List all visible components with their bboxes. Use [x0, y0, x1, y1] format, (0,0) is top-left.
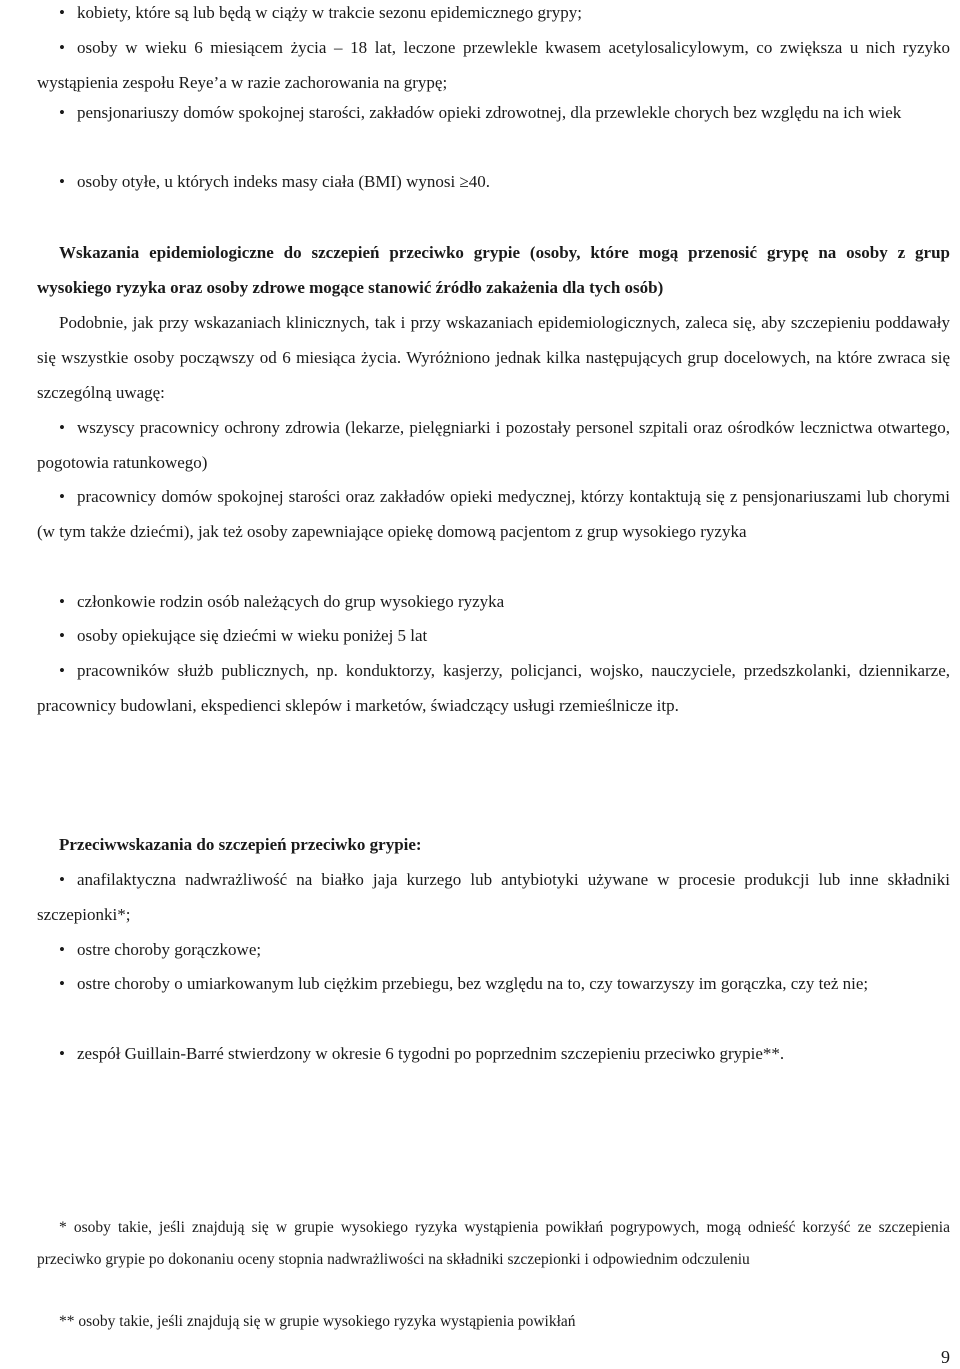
footnote: * osoby takie, jeśli znajdują się w grupie wysokiego ryzyka wystąpienia powikłań pogrypowych, mogą odnieść korzyść ze szczepienia przeciwko grypie po dokonaniu oceny stopnia nadwrażliwości na składniki szczepionki i odpowiednim odczuleniu	[37, 1219, 950, 1268]
list-item: • osoby w wieku 6 miesiącem życia – 18 lat, leczone przewlekle kwasem acetylosalicylowym, co zwiększa u nich ryzyko wystąpienia zespołu Reye’a w razie zachorowania na grypę;	[37, 31, 950, 101]
bullet-icon: •	[59, 3, 65, 22]
bullet-icon: •	[59, 592, 65, 611]
bullet-icon: •	[59, 103, 65, 122]
list-item: • ostre choroby o umiarkowanym lub ciężkim przebiegu, bez względu na to, czy towarzyszy im gorączka, czy też nie;	[37, 967, 950, 1002]
list-item: • wszyscy pracownicy ochrony zdrowia (lekarze, pielęgniarki i pozostały personel szpitali oraz ośrodków lecznictwa otwartego, pogotowia ratunkowego)	[37, 411, 950, 481]
list-item: • osoby opiekujące się dziećmi w wieku poniżej 5 lat	[37, 619, 950, 654]
list-item: • osoby otyłe, u których indeks masy ciała (BMI) wynosi ≥40.	[37, 165, 950, 200]
bullet-icon: •	[59, 38, 65, 57]
paragraph: Podobnie, jak przy wskazaniach klinicznych, tak i przy wskazaniach epidemiologicznych, zaleca się, aby szczepieniu poddawały się wszystkie osoby począwszy od 6 miesiąca życia. Wyróżniono jednak kilka następujących grup docelowych, na które zwraca się szczególną uwagę:	[37, 313, 950, 402]
bullet-icon: •	[59, 418, 65, 437]
list-item: • pensjonariuszy domów spokojnej starości, zakładów opieki zdrowotnej, dla przewlekle chorych bez względu na ich wiek	[37, 96, 950, 131]
list-item: • ostre choroby gorączkowe;	[37, 933, 950, 968]
bullet-icon: •	[59, 172, 65, 191]
bullet-icon: •	[59, 974, 65, 993]
bullet-icon: •	[59, 626, 65, 645]
bullet-icon: •	[59, 870, 65, 889]
bullet-icon: •	[59, 487, 65, 506]
bullet-icon: •	[59, 661, 65, 680]
page-number: 9	[941, 1347, 950, 1367]
bullet-icon: •	[59, 1044, 65, 1063]
footnote: ** osoby takie, jeśli znajdują się w grupie wysokiego ryzyka wystąpienia powikłań	[59, 1313, 576, 1330]
bullet-icon: •	[59, 940, 65, 959]
list-item: • pracownicy domów spokojnej starości oraz zakładów opieki medycznej, którzy kontaktują się z pensjonariuszami lub chorymi (w tym także dziećmi), jak też osoby zapewniające opiekę domową pacjentom z grup wysokiego ryzyka	[37, 480, 950, 550]
section-heading: Przeciwwskazania do szczepień przeciwko grypie:	[59, 835, 422, 854]
list-item: • anafilaktyczna nadwrażliwość na białko jaja kurzego lub antybiotyki używane w procesie produkcji lub inne składniki szczepionki*;	[37, 863, 950, 933]
list-item: • zespół Guillain-Barré stwierdzony w okresie 6 tygodni po poprzednim szczepieniu przeciwko grypie**.	[37, 1037, 950, 1072]
list-item: • kobiety, które są lub będą w ciąży w trakcie sezonu epidemicznego grypy;	[37, 0, 950, 31]
list-item: • pracowników służb publicznych, np. konduktorzy, kasjerzy, policjanci, wojsko, nauczyciele, przedszkolanki, dziennikarze, pracownicy budowlani, ekspedienci sklepów i marketów, świadczący usługi rzemieślnicze itp.	[37, 654, 950, 724]
section-heading: Wskazania epidemiologiczne do szczepień przeciwko grypie (osoby, które mogą przenosić grypę na osoby z grup wysokiego ryzyka oraz osoby zdrowe mogące stanowić źródło zakażenia dla tych osób)	[37, 243, 950, 297]
list-item: • członkowie rodzin osób należących do grup wysokiego ryzyka	[37, 585, 950, 620]
